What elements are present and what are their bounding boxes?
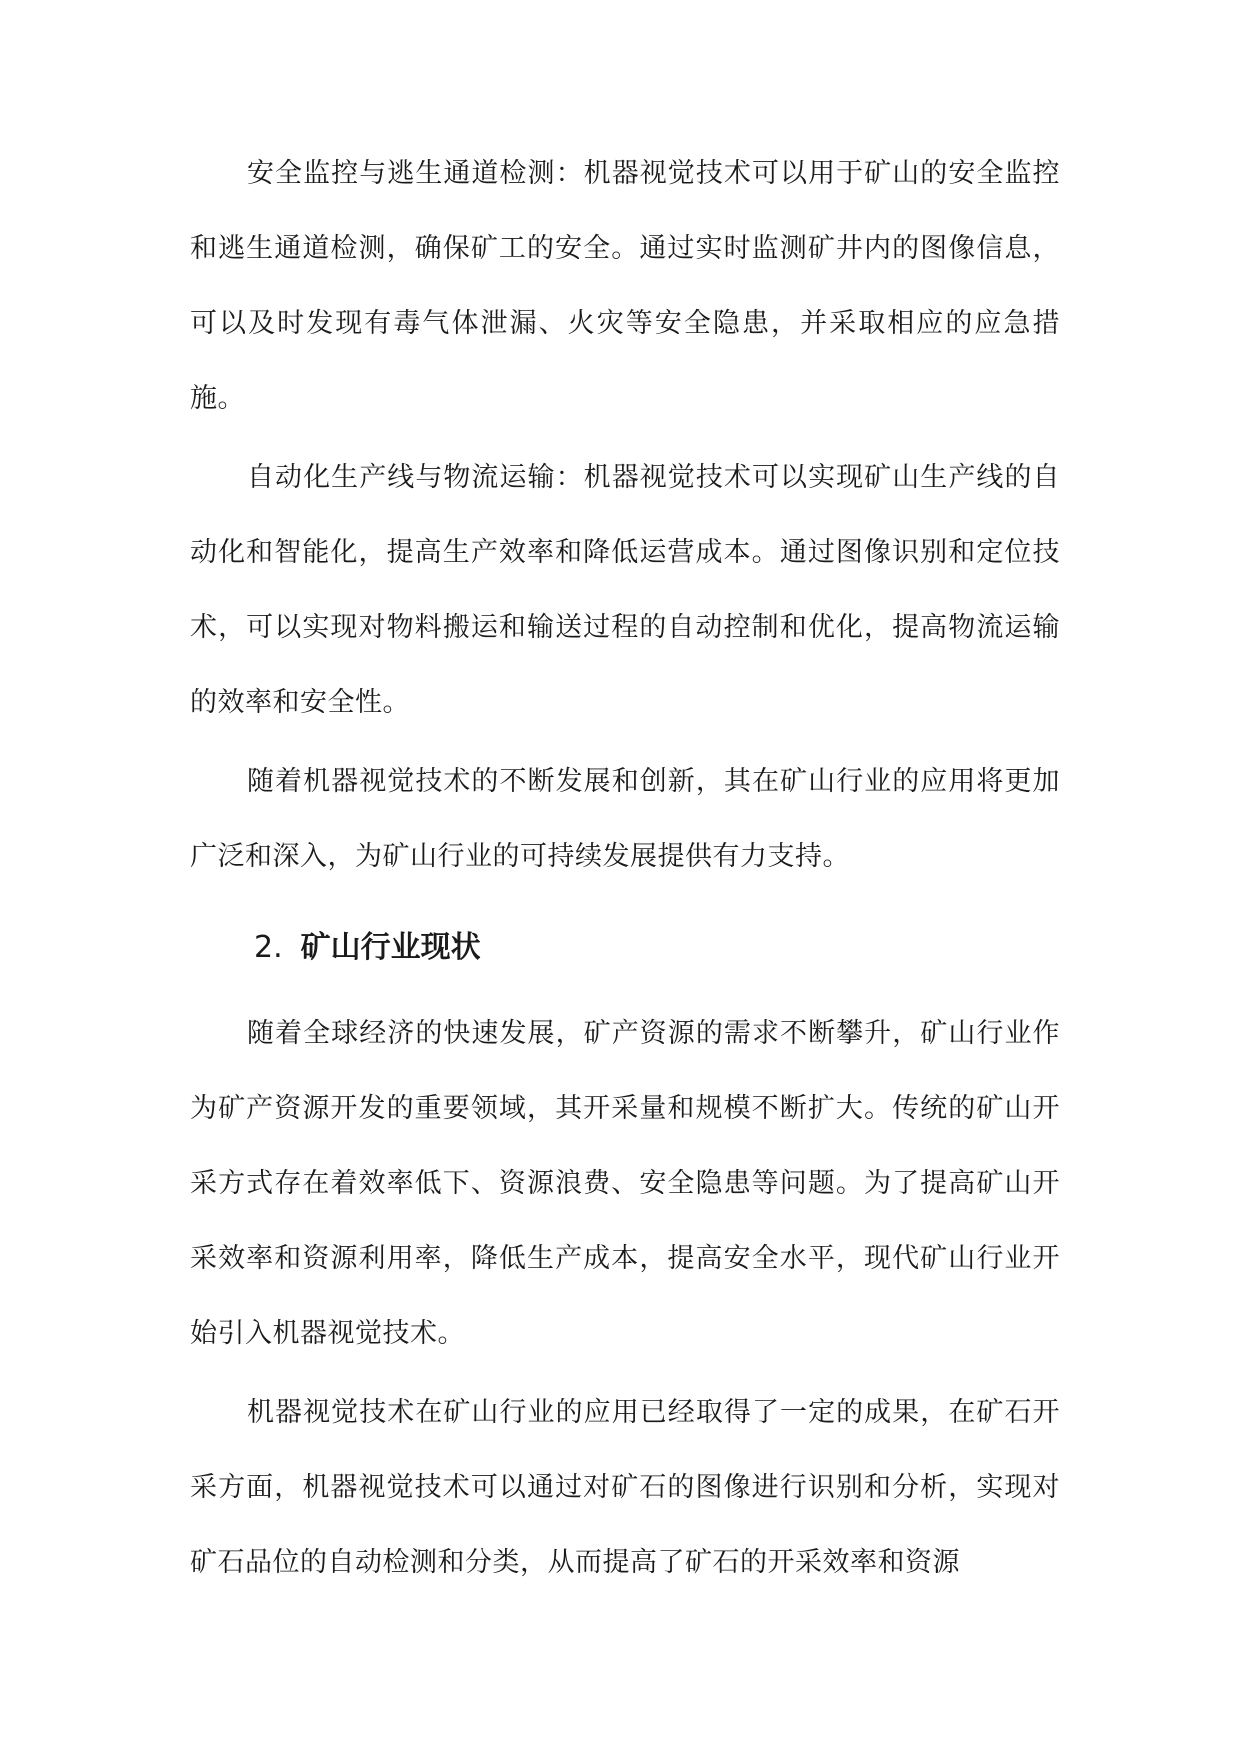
section-number: 2. — [254, 930, 283, 965]
document-body — [190, 136, 1060, 1604]
paragraph-safety-monitoring: 安全监控与逃生通道检测：机器视觉技术可以用于矿山的安全监控和逃生通道检测，确保矿工的安全。通过实时监测矿井内的图像信息，可以及时发现有毒气体泄漏、火灾等安全隐患，并采取相应的应急措施。 — [190, 158, 1060, 414]
section-heading — [190, 916, 1060, 980]
paragraph-application-results: 机器视觉技术在矿山行业的应用已经取得了一定的成果，在矿石开采方面，机器视觉技术可以通过对矿石的图像进行识别和分析，实现对矿石品位的自动检测和分类，从而提高了矿石的开采效率和资源 — [190, 1397, 1060, 1578]
paragraph-automation-logistics: 自动化生产线与物流运输：机器视觉技术可以实现矿山生产线的自动化和智能化，提高生产效率和降低运营成本。通过图像识别和定位技术，可以实现对物料搬运和输送过程的自动控制和优化，提高物流运输的效率和安全性。 — [190, 462, 1060, 718]
section-title: 矿山行业现状 — [300, 930, 481, 965]
paragraph-future-outlook: 随着机器视觉技术的不断发展和创新，其在矿山行业的应用将更加广泛和深入，为矿山行业的可持续发展提供有力支持。 — [190, 766, 1060, 872]
paragraph-industry-status: 随着全球经济的快速发展，矿产资源的需求不断攀升，矿山行业作为矿产资源开发的重要领域，其开采量和规模不断扩大。传统的矿山开采方式存在着效率低下、资源浪费、安全隐患等问题。为了提高矿山开采效率和资源利用率，降低生产成本，提高安全水平，现代矿山行业开始引入机器视觉技术。 — [190, 1018, 1060, 1349]
